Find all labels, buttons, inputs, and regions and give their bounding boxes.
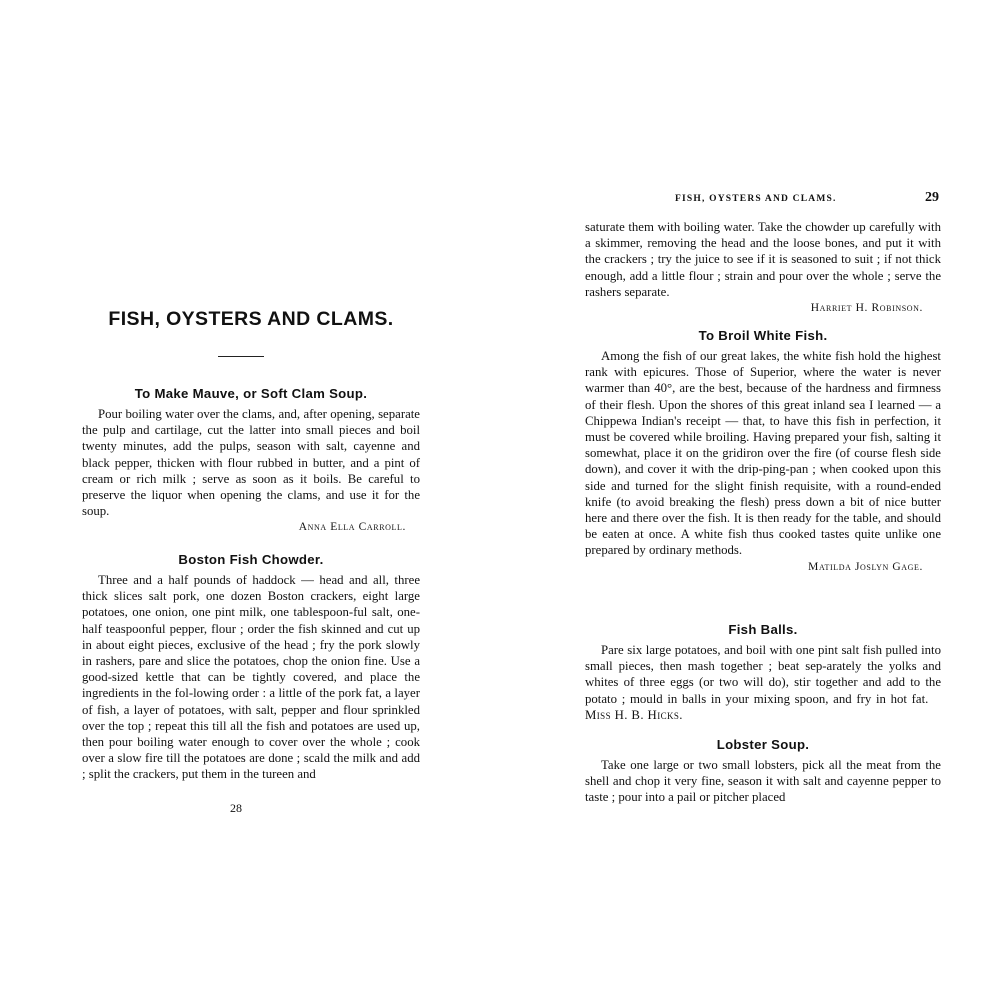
right-page xyxy=(585,0,941,1000)
recipe-text: Three and a half pounds of haddock — head and all, three thick slices salt pork, one dozen Boston crackers, eight large potatoes, one onion, one pint milk, one tablespoon-ful salt, one-half teaspoonful pepper, flour ; order the fish skinned and cut up in about eight pieces, exclusive of the head ; fry the pork slowly in rashers, pare and slice the potatoes, chop the onion fine. Use a good-sized kettle that can be tightly covered, and place the ingredients in the fol-lowing order : a little of the pork fat, a layer of fish, a layer of potatoes, with salt, pepper and flour sprinkled over the top ; repeat this till all the fish and potatoes are used up, then pour boiling water enough to cover over the whole ; cook over a slow fire till the potatoes are done ; scald the milk and add ; split the crackers, put them in the tureen and xyxy=(82,573,420,782)
recipe-text: Take one large or two small lobsters, pick all the meat from the shell and chop it very fine, season it with salt and cayenne pepper to taste ; pour into a pail or pitcher placed xyxy=(585,758,941,805)
title-divider xyxy=(218,356,264,357)
recipe-text: Pour boiling water over the clams, and, after opening, separate the pulp and cartilage, cut the latter into small pieces and boil twenty minutes, add the pulps, season with salt, cayenne and black pepper, thicken with flour rubbed in butter, and a pint of cream or rich milk ; serve as soon as it boils. Be careful to preserve the liquor when opening the clams, and use it for the soup. xyxy=(82,407,420,519)
recipe-text xyxy=(585,642,941,723)
recipe-heading: Boston Fish Chowder. xyxy=(178,552,324,567)
chapter-title: FISH, OYSTERS AND CLAMS. xyxy=(108,308,394,330)
recipe-heading: Lobster Soup. xyxy=(716,737,810,752)
recipe-boston-chowder xyxy=(82,550,420,783)
recipe-author: Miss H. B. Hicks. xyxy=(585,707,683,722)
page-number: 28 xyxy=(230,801,242,815)
recipe-heading: To Broil White Fish. xyxy=(698,328,828,343)
page-number: 29 xyxy=(925,190,939,205)
left-page xyxy=(82,0,420,1000)
recipe-heading: Fish Balls. xyxy=(728,622,798,637)
recipe-fish-balls xyxy=(585,620,941,723)
chowder-continuation xyxy=(585,219,941,316)
running-head: FISH, OYSTERS AND CLAMS. xyxy=(675,194,837,204)
recipe-text-body: Pare six large potatoes, and boil with one pint salt fish pulled into small pieces, then mash together ; beat sep-arately the yolks and whites of three eggs (or two will do), stir together and add to the potato ; mould in balls in your mixing spoon, and fry in hot fat. xyxy=(585,643,941,706)
recipe-author: Matilda Joslyn Gage. xyxy=(808,560,923,573)
recipe-white-fish xyxy=(585,326,941,575)
recipe-clam-soup xyxy=(82,384,420,536)
continuation-text: saturate them with boiling water. Take the chowder up carefully with a skimmer, removing the head and the loose bones, and put it with the crackers ; try the juice to see if it is seasoned to suit ; if not thick enough, add a little flour ; strain and pour over the whole ; serve the rashers separate. xyxy=(585,220,941,299)
recipe-text: Among the fish of our great lakes, the white fish hold the highest rank with epicures. Those of Superior, where the water is never warmer than 40°, are the best, because of the hardness and firmness of their flesh. Upon the shores of this great inland sea I learned — a Chippewa Indian's receipt — that, to have this fish in perfection, it must be covered while broiling. Having prepared your fish, salting it somewhat, place it on the gridiron over the fire (of course flesh side down), and cover it with the drip-ping-pan ; when cooked upon this side and turned for the slight finish requisite, with a round-ended knife (to avoid breaking the flesh) press down a bit of nice butter here and there over the fish. It is then ready for the table, and should be eaten at once. A white fish thus cooked tastes quite unlike one prepared by ordinary methods. xyxy=(585,349,941,558)
recipe-lobster-soup xyxy=(585,735,941,806)
recipe-author: Anna Ella Carroll. xyxy=(298,521,406,534)
recipe-heading: To Make Mauve, or Soft Clam Soup. xyxy=(134,386,368,401)
recipe-author: Harriet H. Robinson. xyxy=(810,302,923,315)
